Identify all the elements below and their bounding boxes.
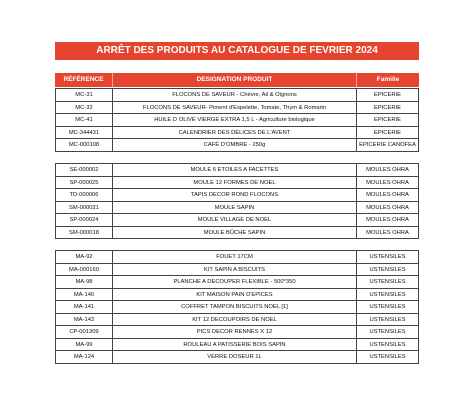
cell-designation: TAPIS DECOR ROND FLOCONS xyxy=(113,189,357,202)
table-row xyxy=(56,189,419,202)
table-row xyxy=(56,301,419,314)
table-row xyxy=(56,351,419,364)
table-row xyxy=(56,289,419,302)
cell-famille: USTENSILES xyxy=(357,314,419,327)
page-title: ARRÊT DES PRODUITS AU CATALOGUE DE FEVRIER 2024 xyxy=(55,42,419,60)
cell-designation: HUILE D OLIVE VIERGE EXTRA 1,5 L - Agriculture biologique xyxy=(113,114,357,127)
cell-famille: USTENSILES xyxy=(357,326,419,339)
table-row xyxy=(56,264,419,277)
cell-famille: MOULES OHRA xyxy=(357,177,419,190)
cell-reference: TD-000006 xyxy=(56,189,113,202)
cell-famille: EPICERIE CANOFEA xyxy=(357,139,419,152)
cell-reference: CP-001309 xyxy=(56,326,113,339)
table-group-moules xyxy=(55,163,419,239)
table-row xyxy=(56,139,419,152)
header-famille: Famille xyxy=(376,76,400,83)
cell-designation: COFFRET TAMPON BISCUITS NOEL [1] xyxy=(113,301,357,314)
cell-designation: PLANCHE A DECOUPER FLEXIBLE - 500*350 xyxy=(113,276,357,289)
cell-famille: MOULES OHRA xyxy=(357,202,419,215)
cell-reference: MC-32 xyxy=(56,102,113,115)
cell-reference: MA-124 xyxy=(56,351,113,364)
cell-designation: MOULE 6 ETOILES A FACETTES xyxy=(113,164,357,177)
table-row xyxy=(56,102,419,115)
cell-reference: MA-143 xyxy=(56,314,113,327)
cell-famille: MOULES OHRA xyxy=(357,189,419,202)
table-row xyxy=(56,114,419,127)
cell-famille: EPICERIE xyxy=(357,89,419,102)
cell-reference: SM-000021 xyxy=(56,202,113,215)
cell-famille: USTENSILES xyxy=(357,289,419,302)
table-row xyxy=(56,89,419,102)
cell-designation: MOULE VILLAGE DE NOEL xyxy=(113,214,357,227)
cell-reference: MA-98 xyxy=(56,276,113,289)
table-row xyxy=(56,127,419,140)
cell-designation: PICS DECOR RENNES X 12 xyxy=(113,326,357,339)
table-row xyxy=(56,314,419,327)
table-row xyxy=(56,214,419,227)
cell-designation: FOUET 17CM xyxy=(113,251,357,264)
cell-designation: KIT 12 DECOUPOIRS DE NOEL xyxy=(113,314,357,327)
cell-reference: MA-92 xyxy=(56,251,113,264)
cell-famille: EPICERIE xyxy=(357,102,419,115)
cell-reference: MC-31 xyxy=(56,89,113,102)
cell-designation: FLOCONS DE SAVEUR- Piment d'Espelette, Tomate, Thym & Romarin xyxy=(113,102,357,115)
cell-designation: ROULEAU A PATISSERIE BOIS SAPIN xyxy=(113,339,357,352)
cell-reference: MA-000160 xyxy=(56,264,113,277)
cell-famille: MOULES OHRA xyxy=(357,214,419,227)
cell-reference: SP-000025 xyxy=(56,177,113,190)
table-row xyxy=(56,164,419,177)
cell-reference: SP-000024 xyxy=(56,214,113,227)
table-row xyxy=(56,339,419,352)
cell-designation: KIT MAISON PAIN D'EPICES xyxy=(113,289,357,302)
table-row xyxy=(56,276,419,289)
table-row xyxy=(56,251,419,264)
table-row xyxy=(56,227,419,240)
cell-designation: CALENDRIER DES DÉLICES DE L'AVENT xyxy=(113,127,357,140)
cell-reference: MA-140 xyxy=(56,289,113,302)
cell-reference: MC-000108 xyxy=(56,139,113,152)
cell-famille: USTENSILES xyxy=(357,264,419,277)
cell-famille: USTENSILES xyxy=(357,276,419,289)
cell-reference: MA-99 xyxy=(56,339,113,352)
header-reference: RÉFÉRENCE xyxy=(55,73,113,87)
cell-reference: MC-41 xyxy=(56,114,113,127)
cell-famille: USTENSILES xyxy=(357,251,419,264)
table-row xyxy=(56,202,419,215)
cell-designation: FLOCONS DE SAVEUR - Chèvre, Ail & Oignons xyxy=(113,89,357,102)
table-header xyxy=(55,73,419,87)
header-designation: DESIGNATION PRODUIT xyxy=(113,73,357,87)
cell-designation: VERRE DOSEUR 1L xyxy=(113,351,357,364)
cell-famille: USTENSILES xyxy=(357,351,419,364)
cell-designation: CAFÉ D'OMBRE - 250g xyxy=(113,139,357,152)
cell-famille: USTENSILES xyxy=(357,339,419,352)
table-group-epicerie xyxy=(55,88,419,152)
cell-famille: USTENSILES xyxy=(357,301,419,314)
cell-reference: SE-000002 xyxy=(56,164,113,177)
cell-famille: EPICERIE xyxy=(357,127,419,140)
cell-designation: KIT SAPIN A BISCUITS xyxy=(113,264,357,277)
table-group-ustensiles xyxy=(55,250,419,364)
cell-designation: MOULE 12 FORMES DE NOEL xyxy=(113,177,357,190)
cell-designation: MOULE SAPIN xyxy=(113,202,357,215)
cell-reference: MA-141 xyxy=(56,301,113,314)
cell-famille: MOULES OHRA xyxy=(357,227,419,240)
table-row xyxy=(56,326,419,339)
table-row xyxy=(56,177,419,190)
cell-famille: EPICERIE xyxy=(357,114,419,127)
cell-reference: SM-000018 xyxy=(56,227,113,240)
cell-designation: MOULE BÛCHE SAPIN xyxy=(113,227,357,240)
cell-famille: MOULES OHRA xyxy=(357,164,419,177)
cell-reference: MC-344431 xyxy=(56,127,113,140)
